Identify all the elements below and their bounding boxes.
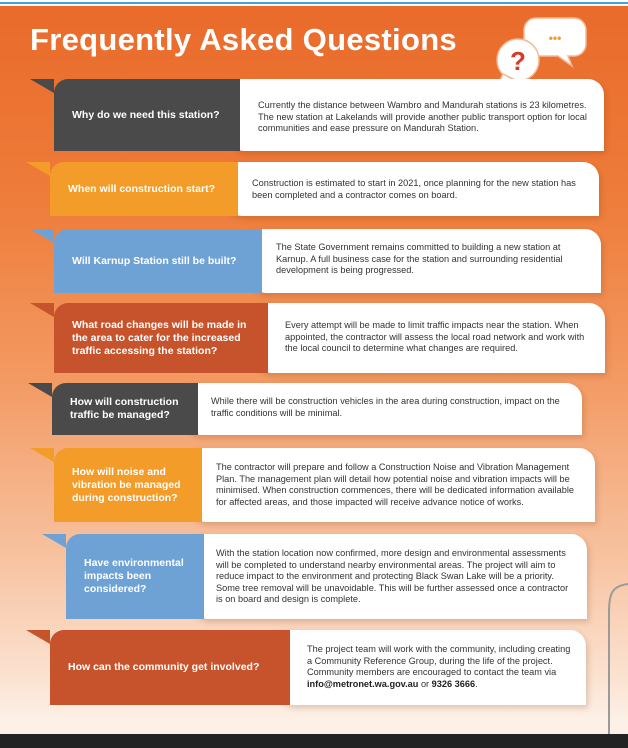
decorative-curve — [585, 582, 628, 742]
faq-answer-2 — [226, 162, 599, 216]
faq-question-text: What road changes will be made in the area to cater for the increased traffic accessing the station? — [72, 318, 247, 357]
faq-question-1 — [54, 79, 240, 151]
contact-email: info@metronet.wa.gov.au — [307, 678, 419, 689]
faq-question-text: Have environmental impacts been considered? — [84, 557, 184, 595]
faq-question-text: How can the community get involved? — [68, 661, 260, 673]
footer-bar — [0, 734, 628, 748]
faq-question-4 — [54, 303, 268, 373]
faq-answer-text — [307, 644, 574, 690]
dots-glyph: ••• — [548, 31, 562, 45]
faq-question-text: Why do we need this station? — [72, 108, 220, 121]
contact-phone: 9326 3666 — [431, 678, 476, 689]
faq-answer-or: or — [418, 678, 432, 689]
faq-question-text: How will construction traffic be managed? — [70, 396, 179, 421]
faq-answer-8 — [277, 630, 586, 705]
faq-answer-4 — [255, 303, 605, 373]
faq-answer-text: With the station location now confirmed, more design and environmental assessments will be completed to understand nearby environmental areas. The project will aim to reduce impact to the environment and protecting Black Swan Lake will be a priority. Some tree removal will be unavoidable. This will be further assessed once a contractor is on board and design is complete. — [216, 548, 569, 605]
faq-question-6 — [54, 448, 202, 522]
faq-question-text: Will Karnup Station still be built? — [72, 254, 237, 267]
faq-question-8 — [50, 630, 290, 705]
question-mark-glyph: ? — [510, 46, 526, 76]
faq-answer-text: The State Government remains committed to building a new station at Karnup. A full business case for the station and surrounding residential development is being progressed. — [276, 242, 563, 276]
faq-answer-text: The contractor will prepare and follow a Construction Noise and Vibration Management Plan. The management plan will detail how potential noise and vibration impacts will be minimised. When construction commences, there will be dedicated information available for affected areas, and those impacted will receive advance notice of works. — [216, 462, 574, 507]
faq-question-text: How will noise and vibration be managed during construction? — [72, 465, 181, 504]
faq-answer-text: Construction is estimated to start in 2021, once planning for the new station has been completed and a contractor comes on board. — [252, 178, 576, 200]
faq-question-7 — [66, 534, 204, 619]
faq-answer-body: The project team will work with the community, including creating a Community Reference Group, during the life of the project. Community members are encouraged to contact the team via — [307, 644, 571, 678]
page-title: Frequently Asked Questions — [30, 22, 457, 57]
faq-answer-text: Currently the distance between Wambro and Mandurah stations is 23 kilometres. The new station at Lakelands will provide another public transport option for local communities and ease pressure on Mandurah Station. — [258, 100, 587, 134]
faq-answer-6 — [190, 448, 595, 522]
faq-answer-3 — [250, 229, 601, 293]
faq-question-text: When will construction start? — [68, 182, 216, 195]
top-stripe — [0, 0, 628, 6]
faq-answer-text: Every attempt will be made to limit traffic impacts near the station. When appointed, the contractor will assess the local road network and work with the local council to determine what changes are required. — [285, 320, 585, 354]
faq-answer-end: . — [475, 678, 478, 689]
faq-question-3 — [54, 229, 262, 293]
faq-question-2 — [50, 162, 238, 216]
faq-answer-7 — [192, 534, 587, 619]
faq-answer-1 — [228, 79, 604, 151]
faq-answer-text: While there will be construction vehicles in the area during construction, impact on the traffic conditions will be minimal. — [211, 396, 560, 418]
faq-question-5 — [52, 383, 198, 435]
faq-answer-5 — [185, 383, 582, 435]
